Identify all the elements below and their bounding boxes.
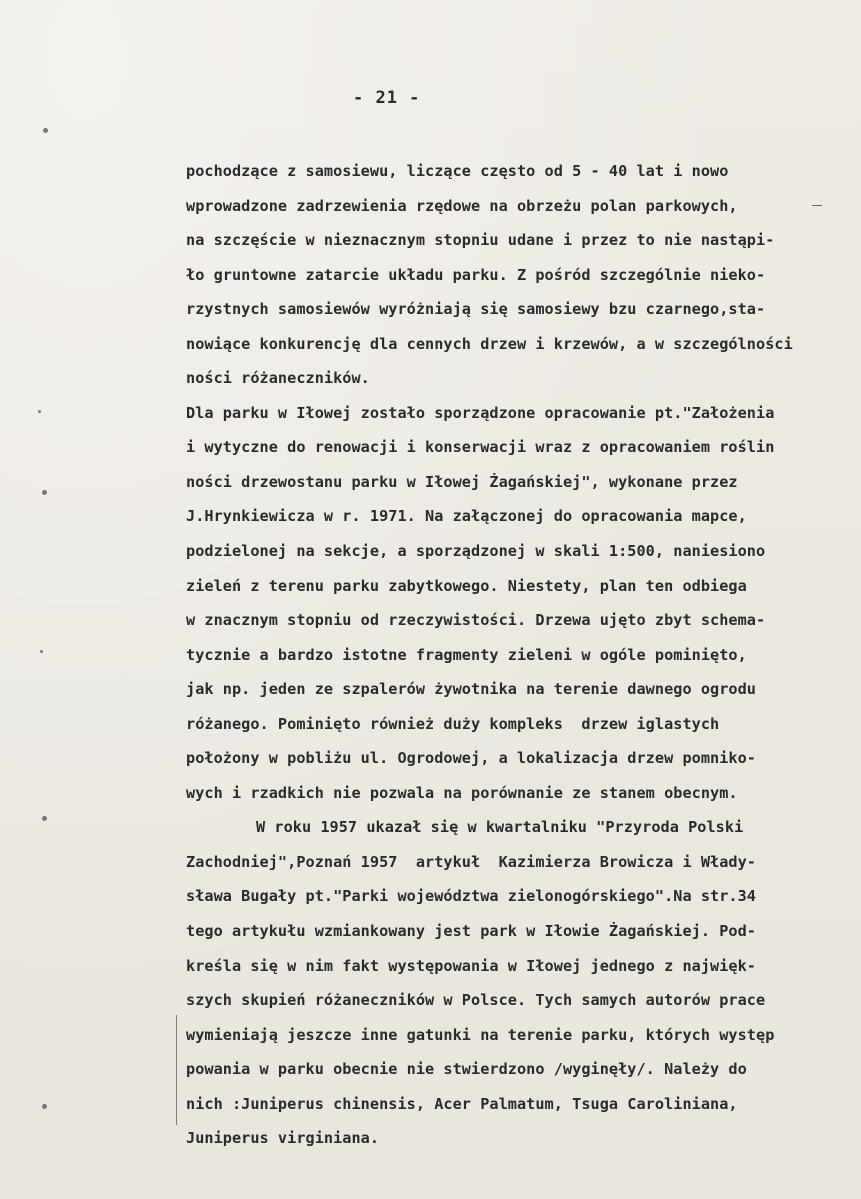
text-line: położony w pobliżu ul. Ogrodowej, a lokalizacja drzew pomniko-: [186, 749, 757, 768]
text-line: powania w parku obecnie nie stwierdzono /wyginęły/. Należy do: [186, 1060, 747, 1079]
text-line: rzystnych samosiewów wyróżniają się samosiewy bzu czarnego,sta-: [186, 300, 766, 319]
text-line: i wytyczne do renowacji i konserwacji wraz z opracowaniem roślin: [186, 438, 775, 457]
text-line: tego artykułu wzmiankowany jest park w Iłowie Żagańskiej. Pod-: [186, 922, 757, 941]
text-line: różanego. Pominięto również duży kompleks drzew iglastych: [186, 714, 720, 733]
text-line: nowiące konkurencję dla cennych drzew i krzewów, a w szczególności: [186, 334, 793, 353]
punch-hole-mark: [40, 650, 43, 653]
punch-hole-mark: [42, 1104, 47, 1109]
text-line: W roku 1957 ukazał się w kwartalniku "Przyroda Polski: [256, 818, 744, 837]
text-line: szych skupień różaneczników w Polsce. Tych samych autorów prace: [186, 991, 766, 1010]
text-line: Dla parku w Iłowej zostało sporządzone opracowanie pt."Założenia: [186, 403, 775, 422]
body-text: [186, 154, 860, 1156]
text-line: jak np. jeden ze szpalerów żywotnika na terenie dawnego ogrodu: [186, 680, 757, 699]
text-line: J.Hrynkiewicza w r. 1971. Na załączonej do opracowania mapce,: [186, 507, 747, 526]
text-line: w znacznym stopniu od rzeczywistości. Drzewa ujęto zbyt schema-: [186, 611, 766, 630]
punch-hole-mark: [38, 410, 41, 413]
margin-rule: [176, 1015, 177, 1125]
text-line: Juniperus virginiana.: [186, 1129, 380, 1148]
text-line: pochodzące z samosiewu, liczące często od 5 - 40 lat i nowo: [186, 162, 729, 180]
text-line: ności drzewostanu parku w Iłowej Żagańskiej", wykonane przez: [186, 472, 738, 491]
text-line: wprowadzone zadrzewienia rzędowe na obrzeżu polan parkowych,: [186, 196, 738, 215]
punch-hole-mark: [43, 128, 48, 133]
text-line: tycznie a bardzo istotne fragmenty zieleni w ogóle pominięto,: [186, 645, 747, 664]
text-line: sława Bugały pt."Parki województwa zielonogórskiego".Na str.34: [186, 887, 757, 906]
text-line: ło gruntowne zatarcie układu parku. Z pośród szczególnie nieko-: [186, 265, 766, 284]
text-line: ności różaneczników.: [186, 369, 370, 388]
text-line: na szczęście w nieznacznym stopniu udane i przez to nie nastąpi-: [186, 231, 775, 250]
text-line: nich :Juniperus chinensis, Acer Palmatum, Tsuga Caroliniana,: [186, 1094, 738, 1113]
text-line: wymieniają jeszcze inne gatunki na terenie parku, których występ: [186, 1025, 775, 1044]
page-number: - 21 -: [353, 88, 421, 108]
text-line: kreśla się w nim fakt występowania w Iłowej jednego z najwięk-: [186, 956, 757, 975]
text-line: podzielonej na sekcje, a sporządzonej w skali 1:500, naniesiono: [186, 542, 766, 561]
punch-hole-mark: [42, 490, 47, 495]
text-line: zieleń z terenu parku zabytkowego. Niestety, plan ten odbiega: [186, 576, 747, 595]
text-line: Zachodniej",Poznań 1957 artykuł Kazimierza Browicza i Włady-: [186, 852, 757, 871]
text-line: wych i rzadkich nie pozwala na porównanie ze stanem obecnym.: [186, 783, 738, 802]
punch-hole-mark: [42, 816, 47, 821]
